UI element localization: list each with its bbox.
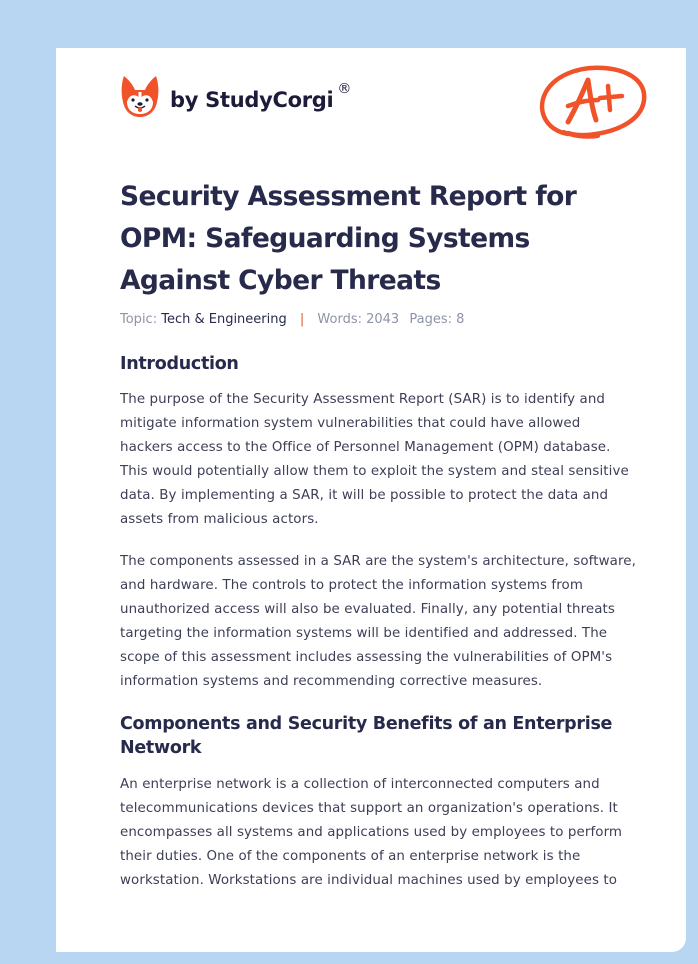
- word-count: Words: 2043: [317, 312, 400, 327]
- section-heading-enterprise-network: Components and Security Benefits of an Enterprise Network: [120, 714, 613, 758]
- registered-mark: ®: [337, 81, 352, 97]
- grade-badge: [538, 60, 650, 147]
- document-content: [120, 176, 636, 893]
- meta-separator: |: [299, 312, 305, 327]
- a-plus-grade-icon: [538, 60, 650, 142]
- corgi-logo-icon: [120, 74, 160, 118]
- document-title: Security Assessment Report for OPM: Safeguarding Systems Against Cyber Threats: [120, 181, 577, 296]
- studycorgi-logo[interactable]: [120, 74, 351, 118]
- paragraph: An enterprise network is a collection of interconnected computers and telecommunications devices that support an organization's operations. It encompasses all systems and applications used by employees to perform their duties. One of the components of an enterprise network is the workstation. Workstations are individual machines used by employees to: [120, 777, 623, 888]
- section-heading-introduction: Introduction: [120, 354, 239, 374]
- topic-label: Topic:: [120, 312, 158, 327]
- paragraph: The purpose of the Security Assessment Report (SAR) is to identify and mitigate information system vulnerabilities that could have allowed hackers access to the Office of Personnel Management (OPM) database. This would potentially allow them to exploit the system and steal sensitive data. By implementing a SAR, it will be possible to protect the data and assets from malicious actors.: [120, 392, 629, 527]
- topic-link[interactable]: Tech & Engineering: [161, 312, 287, 327]
- document-meta: [120, 312, 636, 327]
- paragraph: The components assessed in a SAR are the system's architecture, software, and hardware. The controls to protect the information systems from unauthorized access will also be evaluated. Finally, any potential threats targeting the information systems will be identified and addressed. The scope of this assessment includes assessing the vulnerabilities of OPM's information systems and recommending corrective measures.: [120, 554, 636, 689]
- page-count: Pages: 8: [409, 312, 465, 327]
- brand-name: by StudyCorgi: [170, 88, 334, 112]
- document-card: [56, 48, 686, 952]
